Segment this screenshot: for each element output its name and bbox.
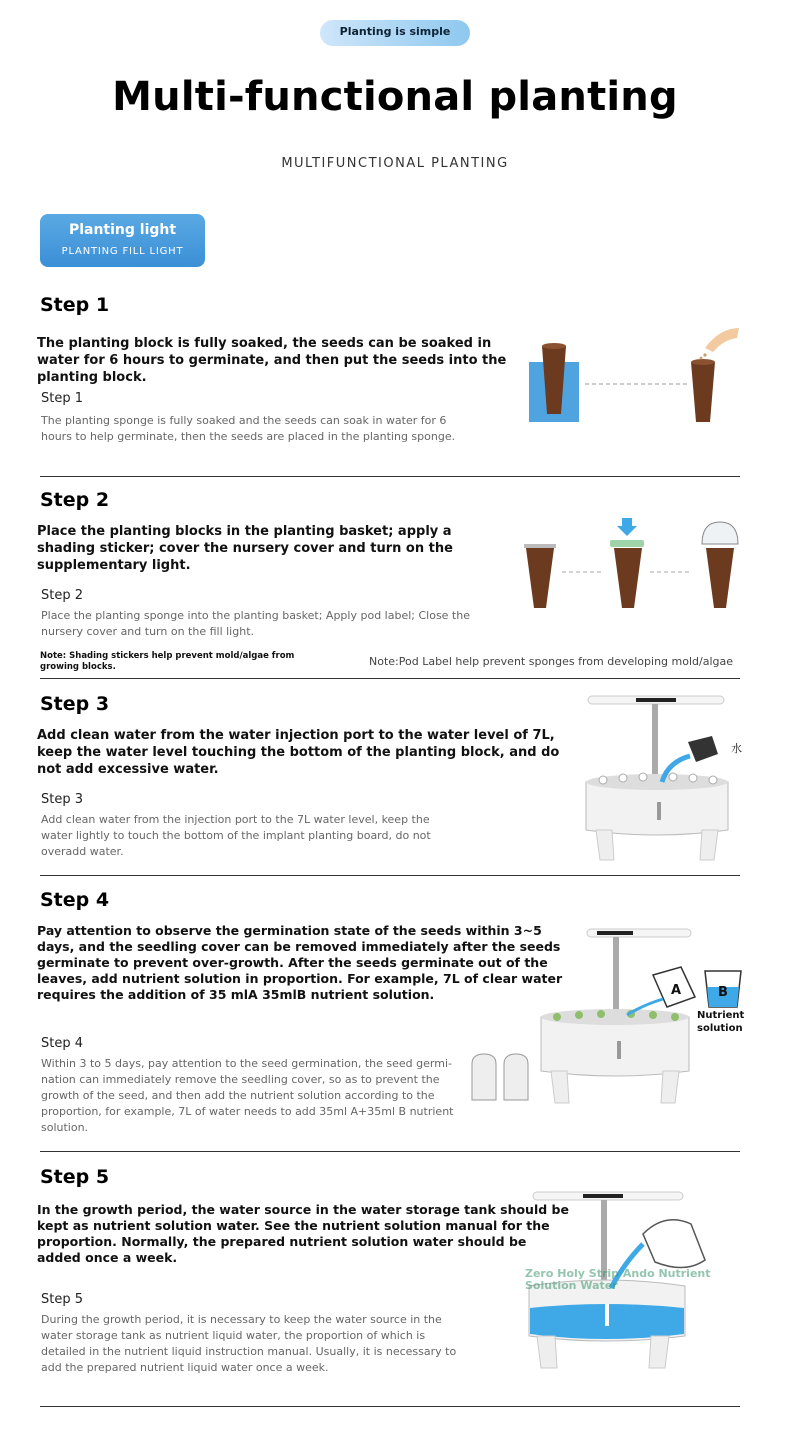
step5-heading: Step 5 bbox=[40, 1166, 110, 1188]
step3-bold: Add clean water from the water injection port to the water level of 7L, keep the water level touching the bottom of the planting block, and do not add excessive water. bbox=[37, 728, 560, 777]
step3-desc: Add clean water from the injection port to the 7L water level, keep the water lightly to touch the bottom of the implant planting board, do not overadd water. bbox=[41, 813, 431, 858]
page-subtitle: MULTIFUNCTIONAL PLANTING bbox=[281, 156, 509, 171]
step2-bold: Place the planting blocks in the planting basket; apply a shading sticker; cover the nursery cover and turn on the supplementary light. bbox=[37, 524, 453, 573]
light-pole bbox=[652, 704, 658, 784]
step4-sub: Step 4 bbox=[41, 1036, 84, 1051]
pod-2 bbox=[614, 548, 642, 608]
section-subtitle: PLANTING FILL LIGHT bbox=[61, 246, 184, 257]
divider-2 bbox=[40, 678, 740, 679]
nutrient-solution-label: Nutrient solution bbox=[697, 1010, 745, 1034]
step2-note-left: Note: Shading stickers help prevent mold/algae from growing blocks. bbox=[40, 651, 295, 672]
step2-illustration bbox=[518, 514, 748, 614]
step2-heading: Step 2 bbox=[40, 489, 110, 511]
divider-4 bbox=[40, 1151, 740, 1152]
seedling-cover-icon bbox=[504, 1054, 528, 1100]
section-badge bbox=[40, 214, 205, 267]
divider-3 bbox=[40, 875, 740, 876]
pod-label bbox=[610, 540, 644, 547]
divider-5 bbox=[40, 1406, 740, 1407]
nursery-cover bbox=[702, 522, 738, 544]
step1-desc: The planting sponge is fully soaked and the seeds can soak in water for 6 hours to help germinate, then the seeds are placed in the planting sponge. bbox=[41, 414, 456, 443]
pod-3 bbox=[706, 548, 734, 608]
divider-1 bbox=[40, 476, 740, 477]
planting-block bbox=[691, 362, 715, 422]
step5-bold: In the growth period, the water source in the water storage tank should be kept as nutrient solution water. See the nutrient solution manual for the proportion. Normally, the prepared nutrient solution water should be added once a week. bbox=[37, 1202, 569, 1265]
step2-note-right: Note:Pod Label help prevent sponges from developing mold/algae bbox=[369, 655, 733, 668]
step5-sub: Step 5 bbox=[41, 1292, 84, 1307]
light-pole bbox=[613, 937, 619, 1021]
step4-desc: Within 3 to 5 days, pay attention to the seed germination, the seed germi- nation can immediately remove the seedling cover, so as to prevent the growth of the seed, and then add the nutrient solution according to the proportion, for example, 7L of water needs to add 35ml A+35ml B nutrient solution. bbox=[41, 1057, 454, 1134]
header-pill: Planting is simple bbox=[320, 20, 470, 46]
seedling-cover-icon bbox=[472, 1054, 496, 1100]
watering-can-icon bbox=[688, 736, 718, 762]
page-title: Multi-functional planting bbox=[112, 74, 678, 120]
section-title: Planting light bbox=[68, 222, 177, 238]
pitcher-icon bbox=[643, 1220, 705, 1268]
step5-desc: During the growth period, it is necessary to keep the water source in the water storage tank as nutrient liquid water, the proportion of which is detailed in the nutrient liquid instruction manual. Usually, it is necessary to add the prepared nutrient liquid water once a week. bbox=[41, 1313, 457, 1374]
seedling-covers bbox=[468, 1050, 538, 1106]
step1-heading: Step 1 bbox=[40, 294, 110, 316]
step1-bold: The planting block is fully soaked, the seeds can be soaked in water for 6 hours to germinate, and then put the seeds into the planting block. bbox=[37, 336, 507, 385]
step3-art-label: 水 bbox=[731, 742, 742, 755]
step3-illustration bbox=[578, 690, 748, 865]
step1-illustration bbox=[525, 322, 745, 432]
pod-1 bbox=[526, 548, 554, 608]
bottle-a-label: A bbox=[671, 983, 682, 998]
arrow-down-icon bbox=[617, 518, 637, 536]
step4-heading: Step 4 bbox=[40, 889, 110, 911]
hand-icon bbox=[705, 328, 739, 352]
step3-heading: Step 3 bbox=[40, 693, 110, 715]
step2-desc: Place the planting sponge into the planting basket; Apply pod label; Close the nursery cover and turn on the fill light. bbox=[41, 609, 470, 638]
step4-bold: Pay attention to observe the germination state of the seeds within 3~5 days, and the seedling cover can be removed immediately after the seeds germinate to prevent over-growth. After the seeds germinate out of the leaves, add nutrient solution in proportion. For example, 7L of clear water requires the addition of 35 mlA 35mlB nutrient solution. bbox=[37, 923, 563, 1002]
step2-sub: Step 2 bbox=[41, 588, 84, 603]
step1-sub: Step 1 bbox=[41, 391, 84, 406]
step5-watermark: Zero Holy Strip Ando Nutrient Solution Water bbox=[525, 1267, 711, 1292]
step3-sub: Step 3 bbox=[41, 792, 84, 807]
bottle-b-label: B bbox=[718, 985, 728, 1000]
